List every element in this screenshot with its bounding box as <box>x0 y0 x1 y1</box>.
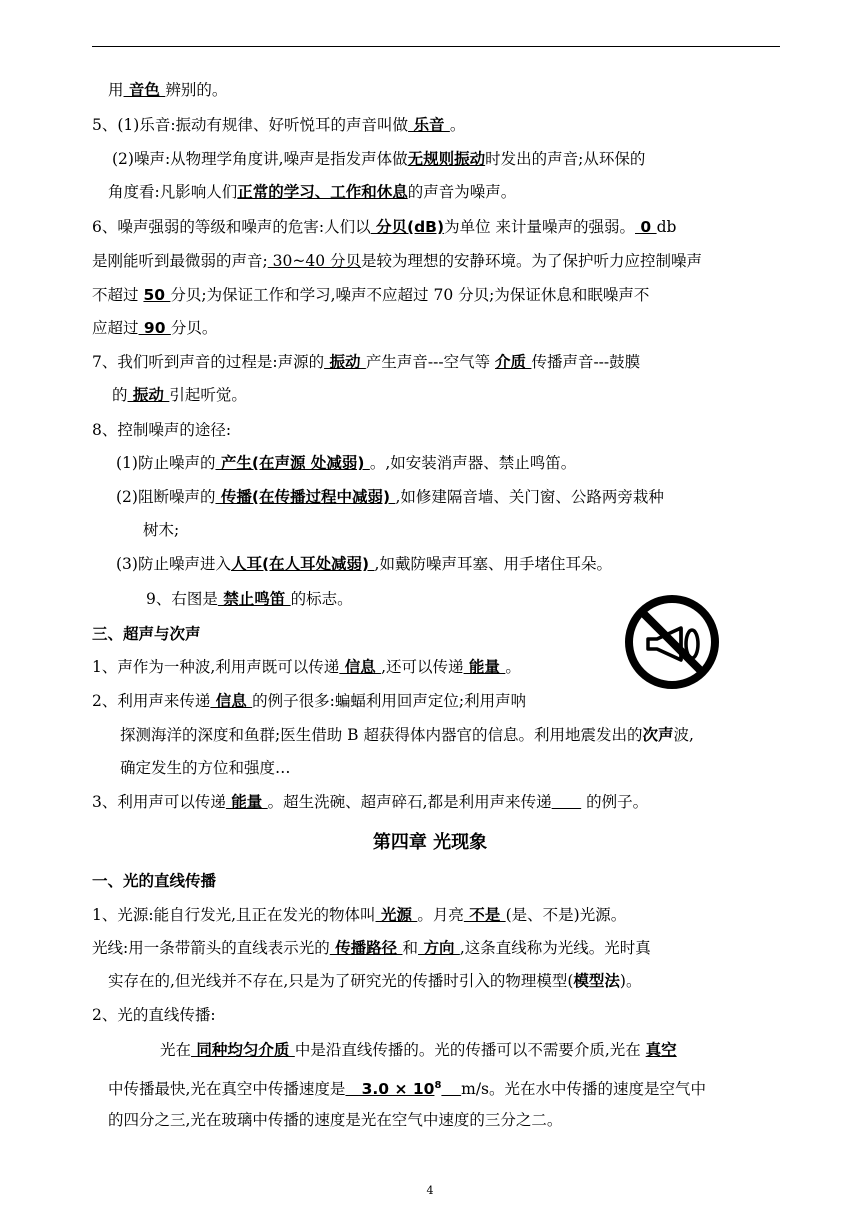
line-12: (1)防止噪声的 产生(在声源 处减弱) 。,如安装消声器、禁止鸣笛。 <box>116 454 577 472</box>
line-2: 5、(1)乐音:振动有规律、好听悦耳的声音叫做 乐音 。 <box>92 116 466 134</box>
line-11: 8、控制噪声的途径: <box>92 421 232 439</box>
line-8: 应超过 90 分贝。 <box>92 319 218 337</box>
line-3: (2)噪声:从物理学角度讲,噪声是指发声体做无规则振动时发出的声音;从环保的 <box>112 150 646 168</box>
line-6: 是刚能听到最微弱的声音; 30~40 分贝是较为理想的安静环境。为了保护听力应控制噪声 <box>92 252 703 270</box>
line-19: 2、利用声来传递 信息 的例子很多:蝙蝠利用回声定位;利用声呐 <box>92 692 527 710</box>
line-14: 树木; <box>143 521 180 539</box>
line-5: 6、噪声强弱的等级和噪声的危害:人们以 分贝(dB)为单位 来计量噪声的强弱。 0 db <box>92 218 677 236</box>
line-27: 2、光的直线传播: <box>92 1006 216 1024</box>
header-rule <box>92 46 780 47</box>
line-18: 1、声作为一种波,利用声既可以传递 信息 ,还可以传递 能量 。 <box>92 658 521 676</box>
page-number: 4 <box>426 1184 434 1197</box>
line-10: 的 振动 引起听觉。 <box>112 386 247 404</box>
section-heading-light: 一、光的直线传播 <box>92 872 217 890</box>
line-4: 角度看:凡影响人们正常的学习、工作和休息的声音为噪声。 <box>108 183 517 201</box>
line-28: 光在 同种均匀介质 中是沿直线传播的。光的传播可以不需要介质,光在 真空 <box>160 1041 677 1059</box>
line-20: 探测海洋的深度和鱼群;医生借助 B 超获得体内器官的信息。利用地震发出的次声波, <box>120 726 694 744</box>
line-13: (2)阻断噪声的 传播(在传播过程中减弱) ,如修建隔音墙、关门窗、公路两旁栽种 <box>116 488 664 506</box>
line-26: 实存在的,但光线并不存在,只是为了研究光的传播时引入的物理模型(模型法)。 <box>108 972 642 990</box>
line-24: 1、光源:能自行发光,且正在发光的物体叫 光源 。月亮 不是 (是、不是)光源。 <box>92 906 627 924</box>
line-15: (3)防止噪声进入人耳(在人耳处减弱) ,如戴防噪声耳塞、用手堵住耳朵。 <box>116 555 612 573</box>
line-25: 光线:用一条带箭头的直线表示光的 传播路径 和 方向 ,这条直线称为光线。光时真 <box>92 939 651 957</box>
section-heading-ultrasound: 三、超声与次声 <box>92 625 201 643</box>
line-22: 3、利用声可以传递 能量 。超生洗碗、超声碎石,都是利用声来传递 的例子。 <box>92 793 649 811</box>
line-21: 确定发生的方位和强度… <box>120 759 291 777</box>
line-7: 不超过 50 分贝;为保证工作和学习,噪声不应超过 70 分贝;为保证休息和眠噪声不 <box>92 286 650 304</box>
line-16: 9、右图是 禁止鸣笛 的标志。 <box>146 590 353 608</box>
chapter-title: 第四章 光现象 <box>372 832 488 853</box>
no-horn-sign-icon <box>624 594 720 690</box>
line-29: 中传播最快,光在真空中传播速度是 $3.0 \times 10^8$ m/s。光在水中传播的速度是空气中 <box>108 1080 707 1099</box>
line-30: 的四分之三,光在玻璃中传播的速度是光在空气中速度的三分之二。 <box>108 1111 563 1129</box>
line-9: 7、我们听到声音的过程是:声源的 振动 产生声音---空气等 介质 传播声音---鼓膜 <box>92 353 641 371</box>
line-1: 用 音色 辨别的。 <box>108 81 228 99</box>
